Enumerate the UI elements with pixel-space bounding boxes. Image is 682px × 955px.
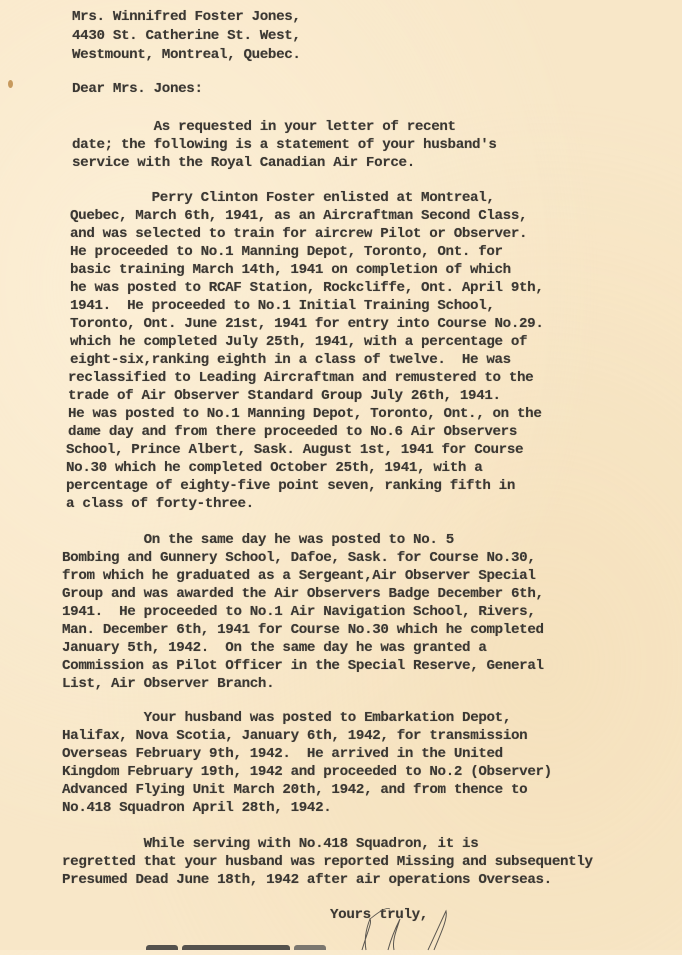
salutation: Dear Mrs. Jones: (72, 81, 203, 97)
address-line: Mrs. Winnifred Foster Jones, (72, 9, 301, 25)
paper-stain (8, 80, 13, 88)
text-line: January 5th, 1942. On the same day he was granted a (62, 640, 487, 656)
text-line: and was selected to train for aircrew Pilot or Observer. (70, 226, 528, 242)
text-line: percentage of eighty-five point seven, ranking fifth in (66, 478, 516, 494)
text-line: which he completed July 25th, 1941, with a percentage of (70, 334, 528, 350)
text-line: 1941. He proceeded to No.1 Air Navigation School, Rivers, (62, 604, 536, 620)
text-line: Group and was awarded the Air Observers Badge December 6th, (62, 586, 544, 602)
text-line: Bombing and Gunnery School, Dafoe, Sask. for Course No.30, (62, 550, 536, 566)
toolbar-button[interactable] (146, 945, 178, 950)
text-line: Toronto, Ont. June 21st, 1941 for entry into Course No.29. (70, 316, 544, 332)
text-line: Man. December 6th, 1941 for Course No.30 which he completed (62, 622, 544, 638)
text-line: regretted that your husband was reported Missing and subsequently (62, 854, 593, 870)
text-line: While serving with No.418 Squadron, it is (62, 836, 479, 852)
text-line: Halifax, Nova Scotia, January 6th, 1942, for transmission (62, 728, 528, 744)
text-line: He was posted to No.1 Manning Depot, Toronto, Ont., on the (68, 406, 542, 422)
text-line: List, Air Observer Branch. (62, 676, 275, 692)
text-line: Commission as Pilot Officer in the Special Reserve, General (62, 658, 544, 674)
text-line: On the same day he was posted to No. 5 (62, 532, 454, 548)
signature-icon (340, 905, 480, 955)
text-line: Presumed Dead June 18th, 1942 after air operations Overseas. (62, 872, 552, 888)
text-line: a class of forty-three. (66, 496, 254, 512)
text-line: Perry Clinton Foster enlisted at Montreal, (70, 190, 495, 206)
text-line: basic training March 14th, 1941 on completion of which (70, 262, 511, 278)
text-line: he was posted to RCAF Station, Rockcliffe, Ont. April 9th, (70, 280, 544, 296)
address-line: 4430 St. Catherine St. West, (72, 28, 301, 44)
text-line: As requested in your letter of recent (72, 119, 456, 135)
text-line: 1941. He proceeded to No.1 Initial Training School, (70, 298, 495, 314)
text-line: service with the Royal Canadian Air Force. (72, 155, 415, 171)
toolbar-button[interactable] (182, 945, 290, 950)
text-line: Quebec, March 6th, 1941, as an Aircraftman Second Class, (70, 208, 528, 224)
text-line: from which he graduated as a Sergeant,Air Observer Special (62, 568, 536, 584)
address-line: Westmount, Montreal, Quebec. (72, 47, 301, 63)
text-line: trade of Air Observer Standard Group July 26th, 1941. (68, 388, 501, 404)
toolbar-button[interactable] (294, 945, 326, 950)
text-line: dame day and from there proceeded to No.6 Air Observers (68, 424, 518, 440)
text-line: No.30 which he completed October 25th, 1941, with a (66, 460, 483, 476)
text-line: date; the following is a statement of your husband's (72, 137, 497, 153)
text-line: Overseas February 9th, 1942. He arrived in the United (62, 746, 503, 762)
text-line: Your husband was posted to Embarkation Depot, (62, 710, 512, 726)
text-line: eight-six,ranking eighth in a class of twelve. He was (70, 352, 511, 368)
text-line: Advanced Flying Unit March 20th, 1942, and from thence to (62, 782, 528, 798)
text-line: School, Prince Albert, Sask. August 1st, 1941 for Course (66, 442, 524, 458)
text-line: reclassified to Leading Aircraftman and remustered to the (68, 370, 534, 386)
text-line: No.418 Squadron April 28th, 1942. (62, 800, 332, 816)
text-line: Kingdom February 19th, 1942 and proceeded to No.2 (Observer) (62, 764, 552, 780)
closing: Yours truly, (330, 907, 428, 923)
text-line: He proceeded to No.1 Manning Depot, Toronto, Ont. for (70, 244, 503, 260)
